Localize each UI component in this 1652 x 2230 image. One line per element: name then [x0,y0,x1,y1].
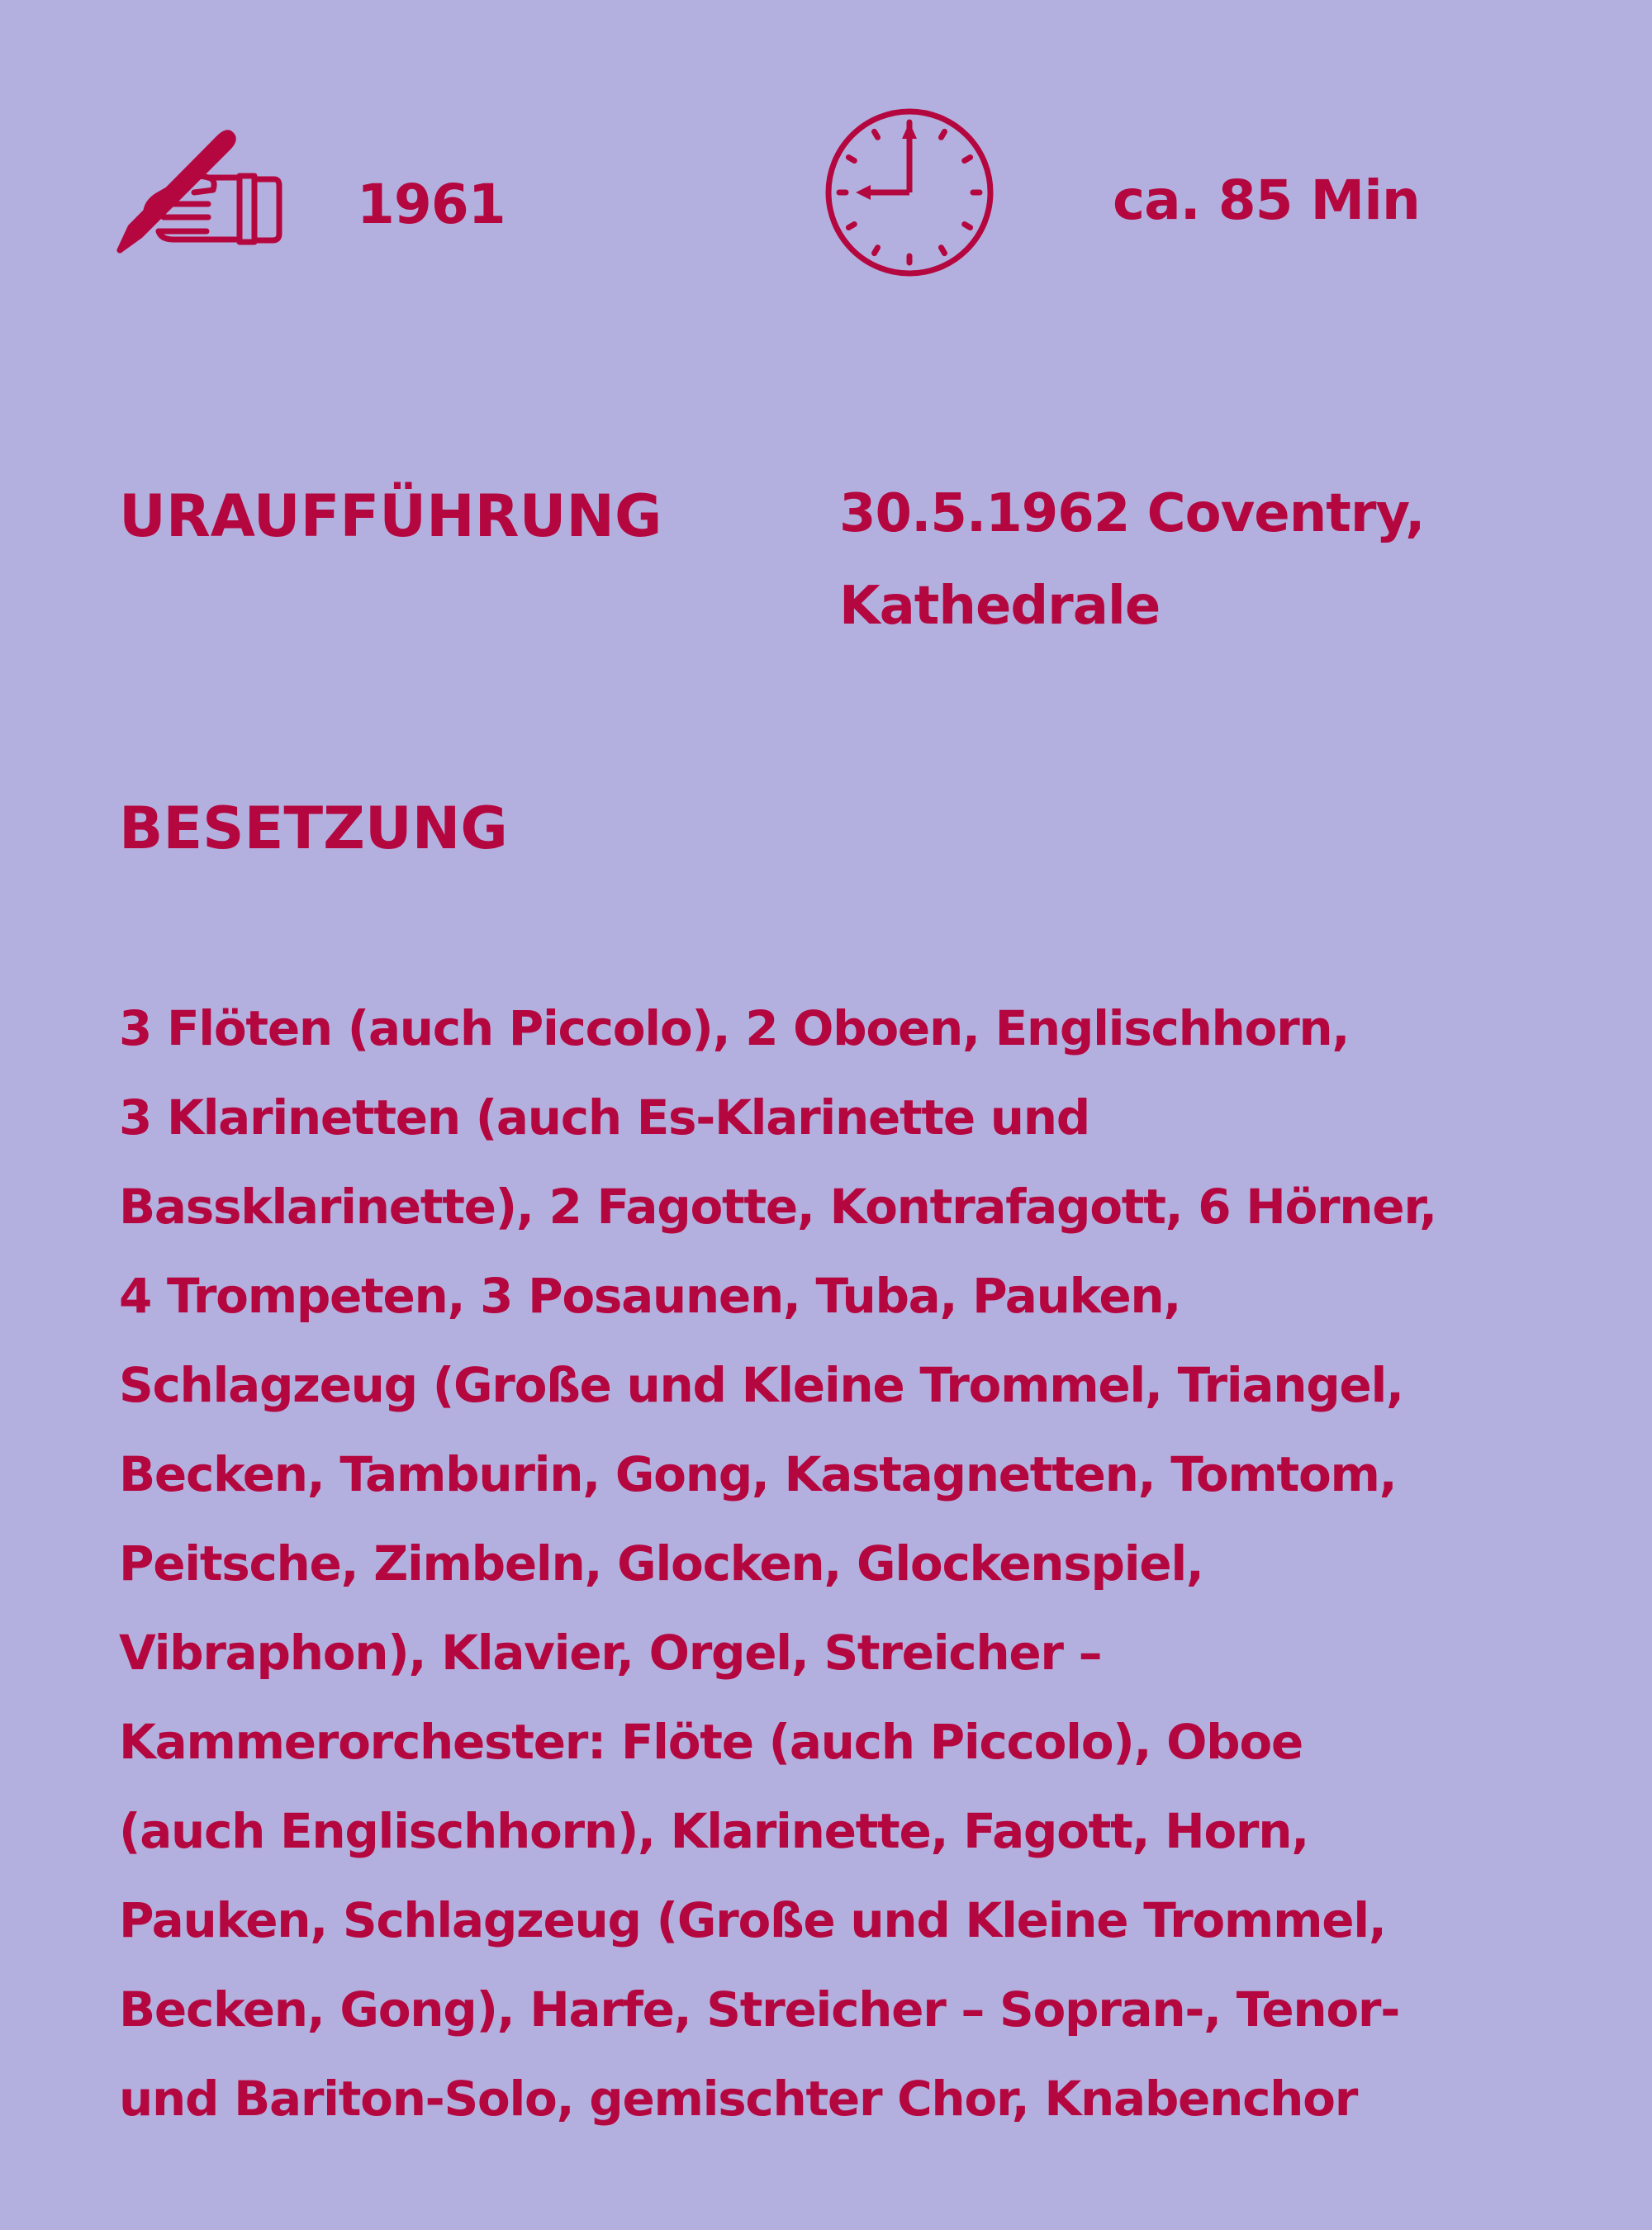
hand-writing-with-pen-icon [116,128,289,256]
instrumentation-line: 3 Flöten (auch Piccolo), 2 Oboen, Englischhorn, [119,1000,1350,1056]
instrumentation-line: Pauken, Schlagzeug (Große und Kleine Trommel, [119,1892,1386,1948]
premiere-details [839,467,1424,652]
instrumentation-list [119,984,1436,2143]
instrumentation-line: (auch Englischhorn), Klarinette, Fagott, Horn, [119,1803,1308,1859]
composition-year: 1961 [357,173,506,236]
instrumentation-line: Schlagzeug (Große und Kleine Trommel, Triangel, [119,1357,1403,1413]
instrumentation-line: 3 Klarinetten (auch Es-Klarinette und [119,1089,1089,1146]
instrumentation-line: Peitsche, Zimbeln, Glocken, Glockenspiel, [119,1535,1203,1592]
clock-icon [823,106,996,279]
duration-text: ca. 85 Min [1113,168,1420,232]
premiere-line: 30.5.1962 Coventry, [839,483,1425,544]
instrumentation-line: und Bariton-Solo, gemischter Chor, Knabenchor [119,2071,1358,2127]
instrumentation-line: Becken, Tamburin, Gong, Kastagnetten, Tomtom, [119,1446,1397,1502]
premiere-heading: URAUFFÜHRUNG [119,482,662,550]
instrumentation-line: Vibraphon), Klavier, Orgel, Streicher – [119,1625,1102,1681]
instrumentation-line: Bassklarinette), 2 Fagotte, Kontrafagott, 6 Hörner, [119,1179,1436,1235]
instrumentation-line: Kammerorchester: Flöte (auch Piccolo), Oboe [119,1714,1303,1770]
instrumentation-line: Becken, Gong), Harfe, Streicher – Sopran-, Tenor- [119,1981,1399,2038]
premiere-line: Kathedrale [839,576,1161,637]
instrumentation-heading: BESETZUNG [119,795,508,862]
instrumentation-line: 4 Trompeten, 3 Posaunen, Tuba, Pauken, [119,1268,1181,1324]
